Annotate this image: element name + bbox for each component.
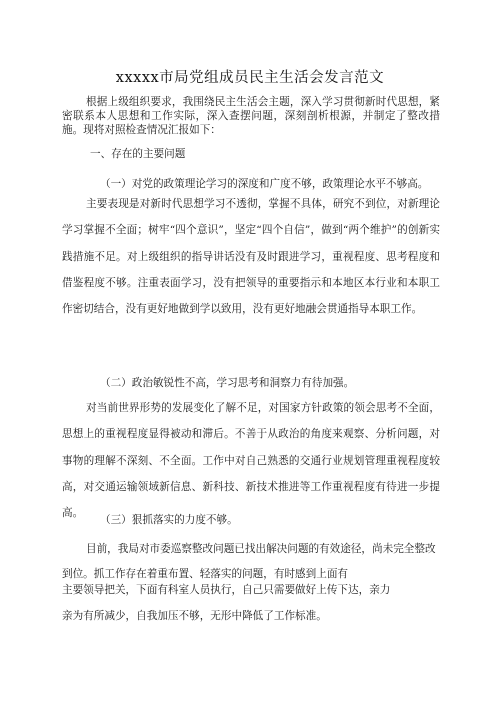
subsection-heading-1: （一）对党的政策理论学习的深度和广度不够，政策理论水平不够高。 — [100, 178, 429, 190]
body-paragraph-3-line-1: 目前，我局对市委巡察整改问题已找出解决问题的有效途径，尚未完全整改 — [86, 543, 436, 555]
subsection-heading-2: （二）政治敏锐性不高，学习思考和洞察力有待加强。 — [100, 377, 355, 389]
body-paragraph-2: 对当前世界形势的发展变化了解不足，对国家方针政策的领会思考不全面，思想上的重视程度显得被动和滞后。不善于从政治的角度来观察、分析问题，对事物的理解不深刻、不全面。工作中对自己熟悉的交通行业规划管理重视程度较高，对交通运输领域新信息、新科技、新技术推进等工作重视程度有待进一步提高。 — [62, 402, 440, 520]
subsection-heading-3: （三）狠抓落实的力度不够。 — [100, 514, 238, 526]
body-paragraph-1: 主要表现是对新时代思想学习不透彻，掌握不具体，研究不到位，对新理论学习掌握不全面；树牢“四个意识”，坚定“四个自信”，做到“两个维护”的创新实践措施不足。对上级组织的指导讲话没有及时跟进学习，重视程度、思考程度和借鉴程度不够。注重表面学习，没有把领导的重要指示和本地区本行业和本职工作密切结合，没有更好地做到学以致用，没有更好地融会贯通指导本职工作。 — [62, 198, 440, 316]
body-paragraph-3-line-2: 到位。抓工作存在着重布置、轻落实的问题，有时感到上面有 — [62, 568, 349, 580]
document-title: xxxxx市局党组成员民主生活会发言范文 — [115, 70, 385, 86]
section-heading-problems: 一、存在的主要问题 — [90, 148, 186, 160]
body-paragraph-3-line-3: 主要领导把关，下面有科室人员执行，自己只需要做好上传下达，亲力 — [62, 584, 391, 596]
intro-paragraph: 根据上级组织要求，我围绕民主生活会主题，深入学习贯彻新时代思想，紧密联系本人思想和工作实际，深入查摆问题，深刻剖析根源，并制定了整改措施。现将对照检查情况汇报如下： — [62, 96, 440, 136]
body-paragraph-3-line-4: 亲为有所减少，自我加压不够，无形中降低了工作标准。 — [62, 610, 327, 622]
